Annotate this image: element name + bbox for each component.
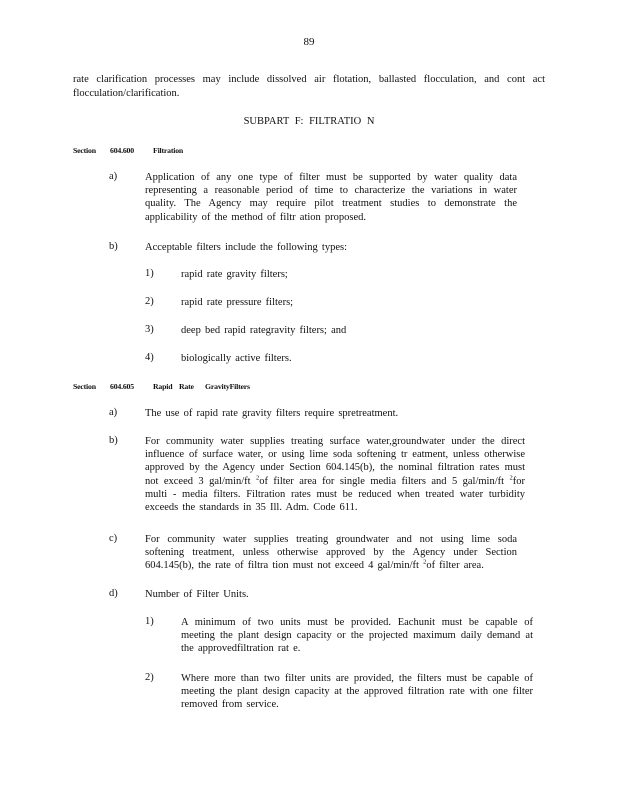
s600-item-4-label: 4) [145, 352, 154, 363]
s605-c-text-part: For community water supplies treating groundwater and not using lime soda softening treatment, unless otherwise approved by the Agency under Section 604.145(b), the rate of filtra tion must not exceed 4 gal/min/ft [145, 534, 517, 572]
s600-item-1-label: 1) [145, 268, 154, 279]
s605-c-text [145, 533, 517, 573]
s605-b-text-part: For community water supplies treating surface water,groundwater under the direct influence of surface water, or using lime soda softening tr eatment, unless otherwise approved by the Agency under Section 604.145(b), the nominal filtration rates must not exceed 3 gal/min/ft [145, 436, 525, 487]
s605-d-item-1-label: 1) [145, 616, 154, 627]
section-heading-604-605 [73, 382, 250, 391]
s605-b-text-part: for multi - media filters. Filtration rates must be reduced when treated water turbidity exceeds the standards in 35 Ill. Adm. Code 611. [145, 475, 525, 514]
section-word: Section [73, 382, 96, 391]
section-number: 604.600 [110, 146, 134, 155]
s605-b-text-part: of filter area for single media filters and 5 gal/min/ft [259, 475, 510, 487]
s605-a-text: The use of rapid rate gravity filters require spretreatment. [145, 408, 399, 419]
section-number: 604.605 [110, 382, 134, 391]
section-word: Section [73, 146, 96, 155]
s605-d-item-2-label: 2) [145, 672, 154, 683]
s600-item-2-text: rapid rate pressure filters; [181, 297, 294, 308]
subpart-title: SUBPART F: FILTRATIO N [243, 116, 375, 127]
squared-superscript: 2 [423, 558, 427, 566]
s605-c-text-part: of filter area. [426, 560, 484, 572]
s600-item-1-text: rapid rate gravity filters; [181, 269, 288, 280]
s600-a-label: a) [109, 171, 118, 182]
s600-item-3-text: deep bed rapid rategravity filters; and [181, 325, 347, 336]
s600-b-label: b) [109, 241, 118, 252]
s605-b-label: b) [109, 435, 118, 446]
section-title-part: Rate [179, 382, 194, 391]
s600-item-2-label: 2) [145, 296, 154, 307]
page-number: 89 [303, 36, 315, 48]
s605-c-label: c) [109, 533, 118, 544]
s600-item-4-text: biologically active filters. [181, 353, 292, 364]
s605-d-text: Number of Filter Units. [145, 589, 249, 600]
intro-paragraph: rate clarification processes may include dissolved air flotation, ballasted flocculation, and cont act flocculation/clarification. [73, 74, 545, 99]
section-title: Filtration [153, 146, 184, 155]
s605-b-text [145, 435, 525, 514]
section-title-part: GravityFilters [205, 382, 250, 391]
section-heading-604-600 [73, 146, 183, 155]
squared-superscript: 2 [509, 474, 513, 482]
s600-item-3-label: 3) [145, 324, 154, 335]
section-title-part: Rapid [153, 382, 173, 391]
s600-b-text: Acceptable filters include the following types: [145, 242, 347, 253]
s605-a-label: a) [109, 407, 118, 418]
s605-d-item-1-text: A minimum of two units must be provided. Eachunit must be capable of meeting the plant design capacity or the projected maximum daily demand at the approvedfiltration rat e. [181, 617, 533, 655]
s600-a-text: Application of any one type of filter must be supported by water quality data representing a reasonable period of time to characterize the variations in water quality. The Agency may require pilot treatment studies to demonstrate the applicability of the method of filtr ation proposed. [145, 172, 517, 223]
s605-d-item-2-text: Where more than two filter units are provided, the filters must be capable of meeting the plant design capacity at the approved filtration rate with one filter removed from service. [181, 673, 533, 711]
squared-superscript: 2 [255, 474, 260, 482]
s605-d-label: d) [109, 588, 118, 599]
